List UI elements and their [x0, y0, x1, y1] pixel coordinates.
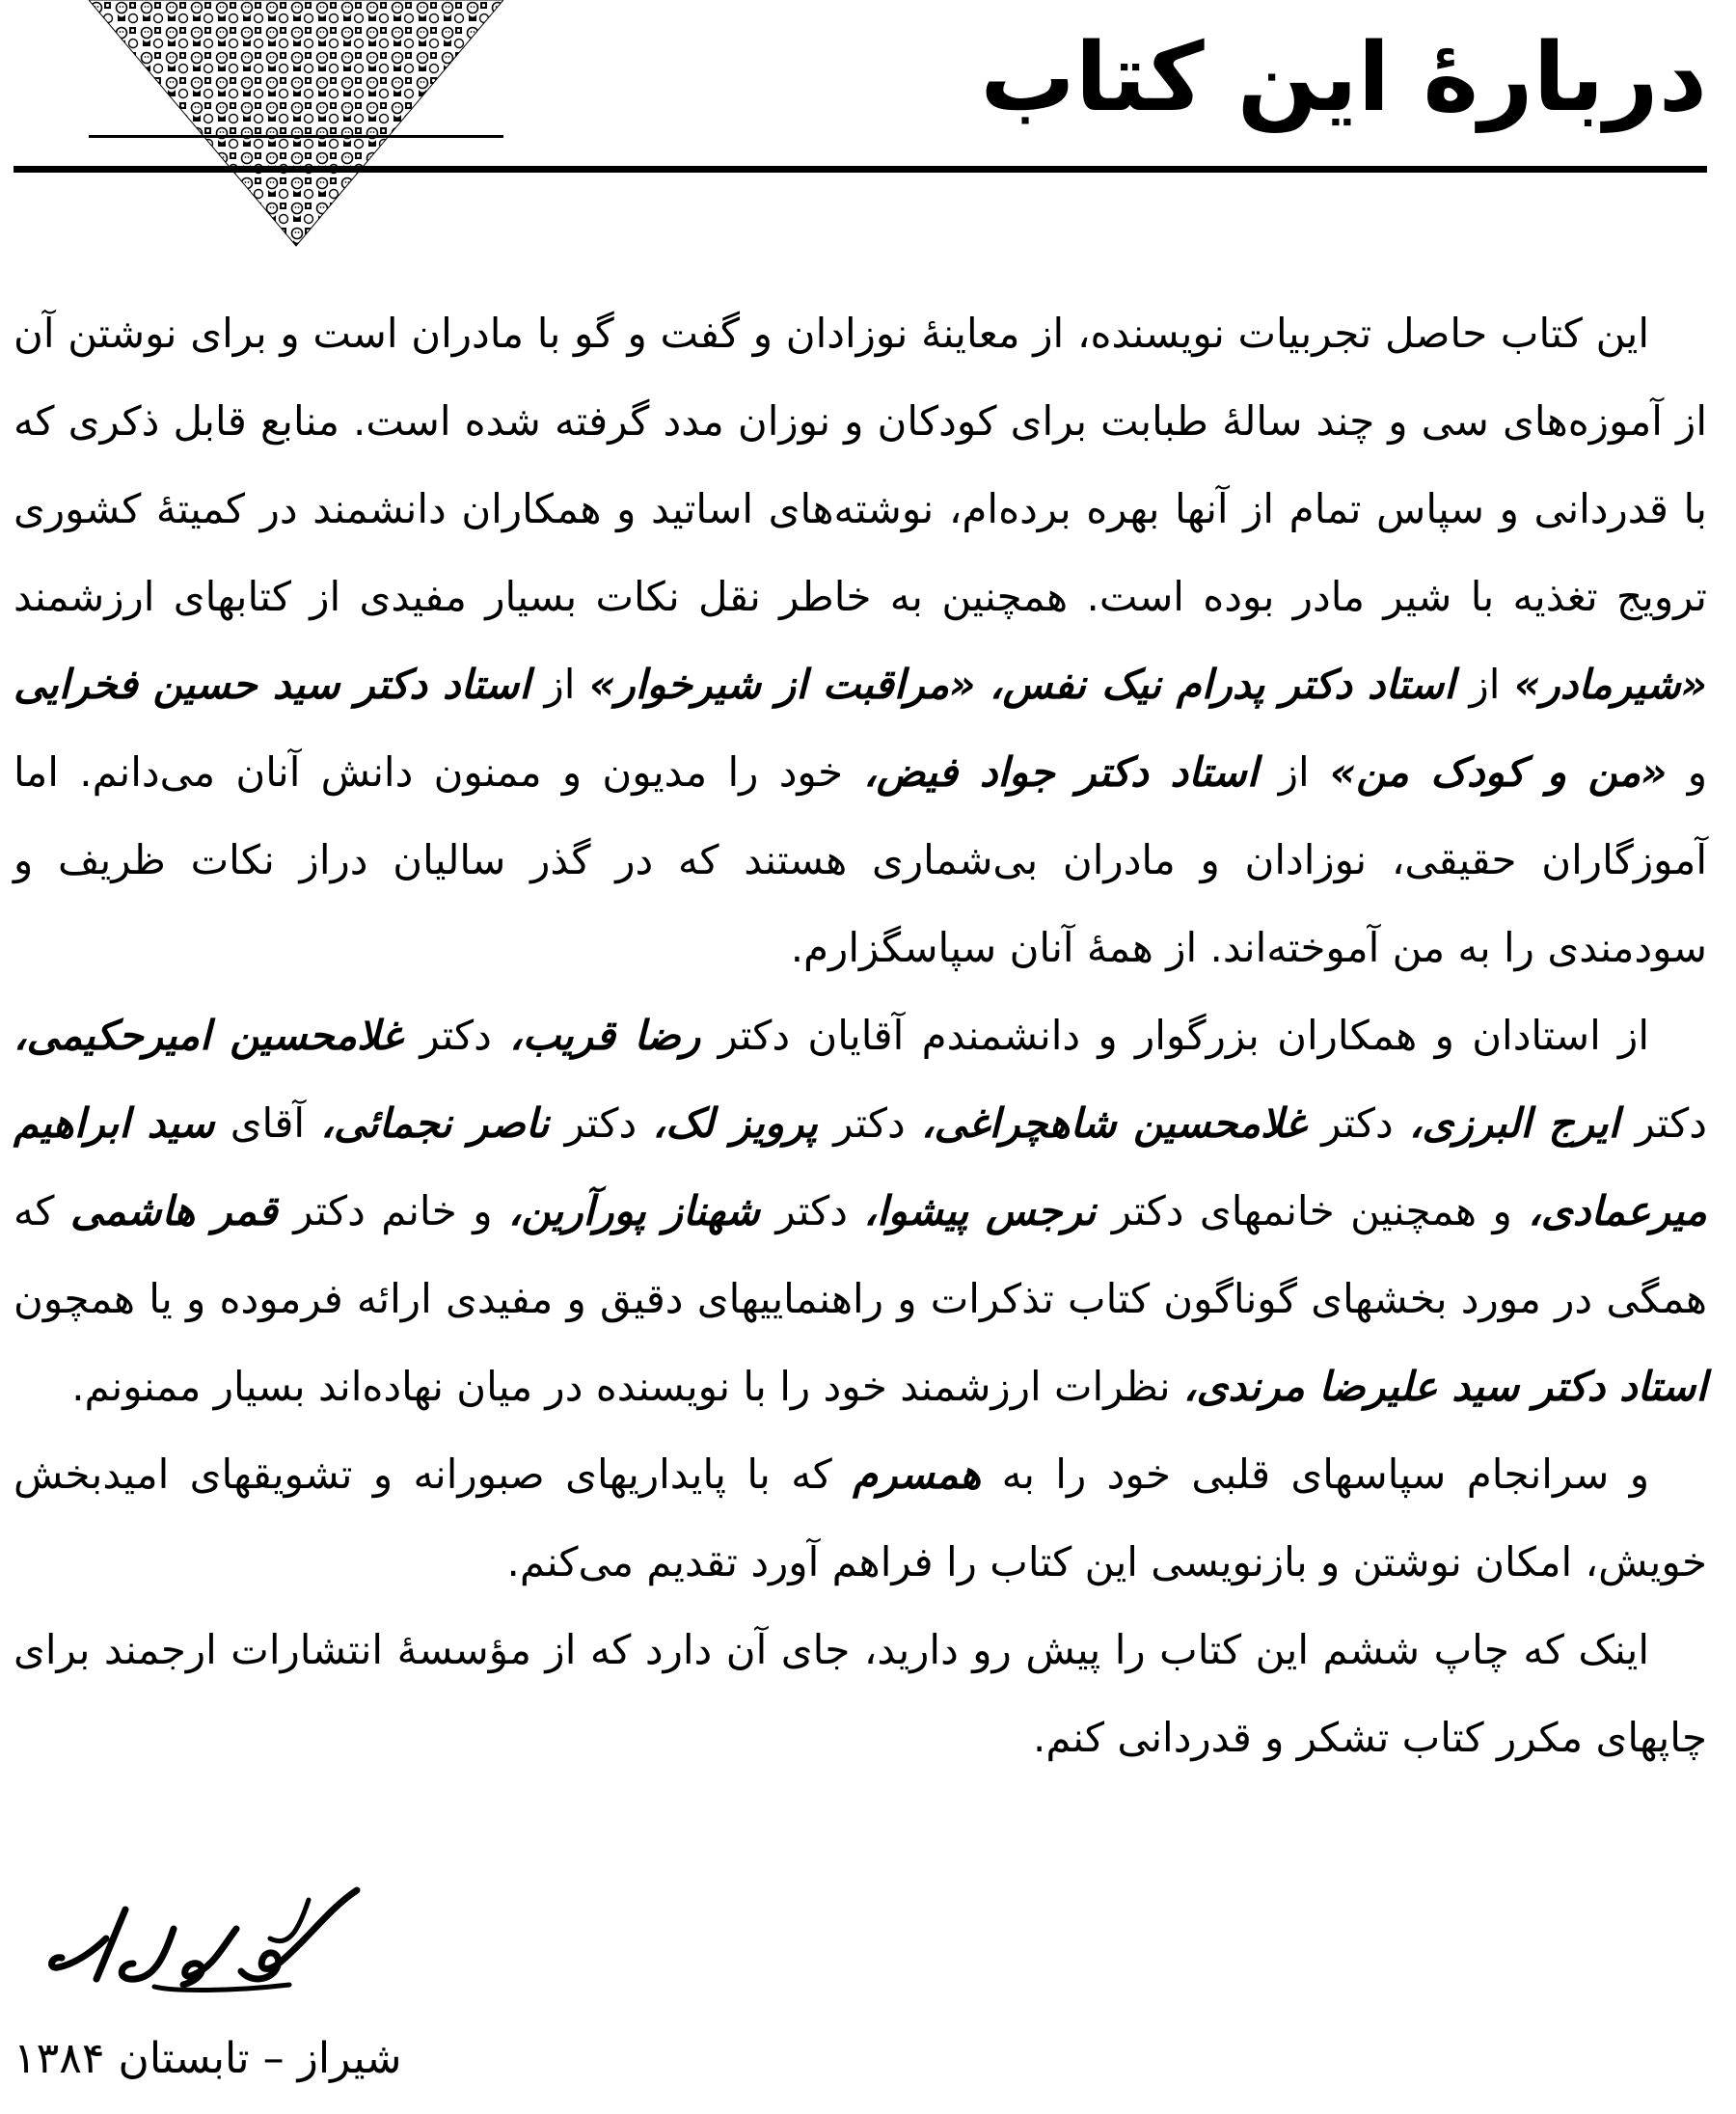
place-date: شیراز – تابستان ۱۳۸۴: [14, 2034, 402, 2083]
paragraph-3: و سرانجام سپاسهای قلبی خود را به همسرم که با پایداریهای صبورانه و تشویقهای امیدبخش خویش، امکان نوشتن و بازنویسی این کتاب را فراهم آورد تقدیم می‌کنم.: [14, 1450, 1707, 1586]
person-name: قمر هاشمی: [70, 1187, 278, 1234]
person-name: غلامحسین شاهچراغی،: [921, 1099, 1306, 1147]
triangle-ornament-icon: [89, 0, 503, 251]
page-title: دربارهٔ این کتاب: [980, 23, 1707, 133]
person-name: ناصر نجمائی،: [320, 1099, 550, 1147]
book-title: «شیرمادر»: [1514, 661, 1707, 708]
person-name: رضا قریب،: [509, 1012, 701, 1059]
person-name: غلامحسین امیرحکیمی،: [14, 1012, 403, 1059]
body-text: [14, 289, 1707, 1781]
paragraph-1: این کتاب حاصل تجربیات نویسنده، از معاینهٔ نوزادان و گفت و گو با مادران است و برای نوشتن آن از آموزه‌های سی و چند سالهٔ طبابت برای کودکان و نوزان مدد گرفته شده است. منابع قابل ذکری که با قدردانی و سپاس تمام از آنها بهره برده‌ام، نوشته‌های اساتید و همکاران دانشمند در کمیتهٔ کشوری ترویج تغذیه با شیر مادر بوده است. همچنین به خاطر نقل نکات بسیار مفیدی از کتابهای ارزشمند «شیرمادر» از استاد دکتر پدرام نیک نفس، «مراقبت از شیرخوار» از استاد دکتر سید حسین فخرایی و «من و کودک من» از استاد دکتر جواد فیض، خود را مدیون و ممنون دانش آنان می‌دانم. اما آموزگاران حقیقی، نوزادان و مادران بی‌شماری هستند که در گذر سالیان دراز نکات ظریف و سودمندی را به من آموخته‌اند. از همهٔ آنان سپاسگزارم.: [14, 310, 1708, 971]
person-name: استاد دکتر سید حسین فخرایی: [14, 661, 530, 708]
person-name: نرجس پیشوا،: [863, 1187, 1097, 1234]
paragraph-4: اینک که چاپ ششم این کتاب را پیش رو دارید، جای آن دارد که از مؤسسهٔ انتشارات ارجمند برای چاپهای مکرر کتاب تشکر و قدردانی کنم.: [14, 1626, 1707, 1761]
person-name: شهناز پورآرین،: [507, 1187, 760, 1234]
ornament-rule: [89, 135, 503, 138]
spouse-mention: همسرم: [853, 1450, 982, 1498]
person-name: سید ابراهیم میرعمادی،: [14, 1099, 1707, 1234]
book-title: «من و کودک من»: [1329, 748, 1668, 796]
signature-image: [39, 1871, 386, 2006]
person-name: استاد دکتر جواد فیض،: [863, 748, 1259, 796]
person-name: ایرج البرزی،: [1408, 1099, 1620, 1147]
book-title: «مراقبت از شیرخوار»: [589, 661, 976, 708]
title-divider: [14, 166, 1707, 173]
person-name: استاد دکتر سید علیرضا مرندی،: [1182, 1363, 1707, 1410]
person-name: پرویز لک،: [652, 1099, 818, 1147]
person-name: استاد دکتر پدرام نیک نفس،: [990, 661, 1455, 708]
paragraph-2: از استادان و همکاران بزرگوار و دانشمندم آقایان دکتر رضا قریب، دکتر غلامحسین امیرحکیمی، دکتر ایرج البرزی، دکتر غلامحسین شاهچراغی، دکتر پرویز لک، دکتر ناصر نجمائی، آقای سید ابراهیم میرعمادی، و همچنین خانمهای دکتر نرجس پیشوا، دکتر شهناز پورآرین، و خانم دکتر قمر هاشمی که همگی در مورد بخشهای گوناگون کتاب تذکرات و راهنماییهای دقیق و مفیدی ارائه فرموده و یا همچون استاد دکتر سید علیرضا مرندی، نظرات ارزشمند خود را با نویسنده در میان نهاده‌اند بسیار ممنونم.: [14, 1012, 1707, 1410]
